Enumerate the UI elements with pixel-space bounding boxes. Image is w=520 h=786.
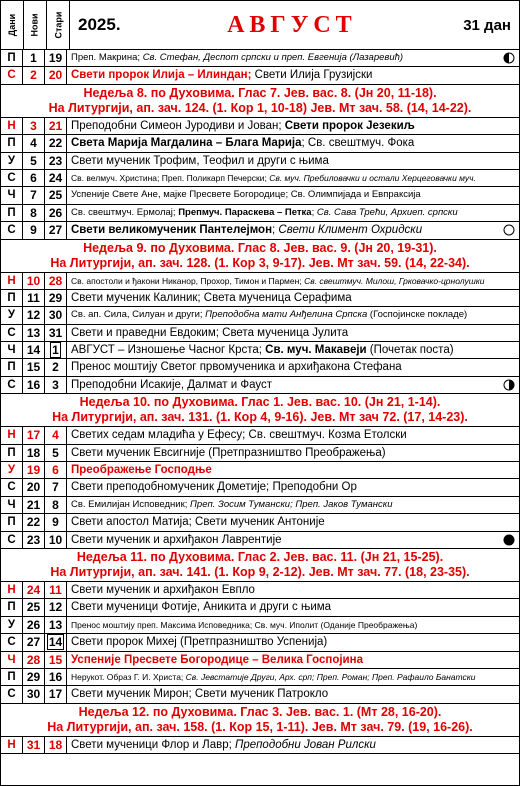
saint-name: Свети мученик и архиђакон Евпло [71,583,255,596]
calendar-row [1,427,519,444]
saint-name: Свети мученик Мирон; Свети мученик Патрокло [71,688,329,701]
old-date-cell: 9 [45,514,67,530]
saint-name: Свети мученик Евсигније (Претпразништво Преображења) [71,446,386,459]
old-date-cell: 12 [45,599,67,615]
saints-text [67,135,519,151]
old-date-cell: 27 [45,222,67,238]
new-date-cell: 18 [23,445,45,461]
weekday-cell: П [1,669,23,685]
calendar-row [1,617,519,634]
saint-name: Успеније Свете Ане, мајке Пресвете Богородице; Св. Олимпијада и Евпраксија [71,189,421,201]
new-date-cell: 8 [23,205,45,221]
new-date-cell: 17 [23,427,45,443]
saint-name: ; [272,224,279,237]
saint-name: Преподобни Јован Рилски [234,738,376,751]
liturgy-reading-line: На Литургији, ап. зач. 124. (1. Кор 1, 10-18) Јев. Мт зач. 58. (14, 14-22). [48,100,472,115]
days-count: 31 дан [463,16,511,34]
old-date-cell: 3 [45,377,67,393]
new-date-cell: 13 [23,325,45,341]
calendar-row [1,205,519,222]
week-reading-line: Недеља 8. по Духовима. Глас 7. Јев. вас. 8. (Јн 20, 11-18). [83,85,437,100]
saints-text [67,50,499,66]
old-date-cell: 19 [45,50,67,66]
saints-text [67,599,519,615]
weekday-cell: У [1,462,23,478]
saints-text [67,634,519,650]
saints-text [67,273,519,289]
calendar-row [1,652,519,669]
saints-text [67,479,519,495]
saint-name: Св. ап. Сила, Силуан и други; [71,309,206,321]
calendar-row [1,307,519,324]
week-header [1,240,519,273]
saints-text [67,445,519,461]
saint-name: Пренос моштију Светог првомученика и архиђакона Стефана [71,361,402,374]
calendar-row [1,359,519,376]
calendar-row [1,135,519,152]
new-date-cell: 11 [23,290,45,306]
calendar-row [1,153,519,170]
old-date-cell: 16 [45,669,67,685]
new-date-cell: 28 [23,652,45,668]
new-date-cell: 23 [23,532,45,548]
calendar-row [1,582,519,599]
saint-name: Св. муч. Макавеји [265,344,367,357]
saints-text [67,67,519,83]
saint-name: Светих седам младића у Ефесу; Св. свештмуч. Козма Етолски [71,429,407,442]
weekday-cell: Ч [1,497,23,513]
old-date-cell [45,342,67,358]
old-date-cell: 24 [45,170,67,186]
old-date-cell: 15 [45,652,67,668]
saints-text [67,153,519,169]
new-date-cell: 3 [23,118,45,134]
new-date-cell: 15 [23,359,45,375]
saints-text [67,462,519,478]
calendar-row [1,50,519,67]
saint-name: Нерукот. Образ Г. И. Христа; [71,671,186,682]
saints-text [67,514,519,530]
new-date-cell: 21 [23,497,45,513]
saints-text [67,686,519,702]
new-date-cell: 14 [23,342,45,358]
weekday-cell: Н [1,582,23,598]
saint-name: Преп. Зосим Тумански; Преп. Јаков Тумански [190,498,393,510]
new-date-cell: 19 [23,462,45,478]
calendar-row [1,118,519,135]
new-date-cell: 12 [23,307,45,323]
weekday-cell: П [1,290,23,306]
new-date-cell: 5 [23,153,45,169]
liturgy-reading-line: На Литургији, ап. зач. 128. (1. Кор 3, 9-17). Јев. Мт зач. 59. (14, 22-34). [50,255,470,270]
saints-text [67,290,519,306]
calendar-row [1,273,519,290]
saint-name: Свети мученици Флор и Лавр; [71,738,235,751]
old-date-cell: 31 [45,325,67,341]
calendar-row [1,377,519,394]
calendar-row [1,634,519,651]
new-date-cell: 22 [23,514,45,530]
saints-text [67,187,519,203]
saint-name: Преподобни Исакије, Далмат и Фауст [71,378,272,391]
calendar-row [1,514,519,531]
new-date-cell: 20 [23,479,45,495]
calendar-row [1,67,519,84]
calendar-row [1,445,519,462]
saint-name: Успеније Пресвете Богородице – Велика Госпојина [71,653,363,666]
year-label: 2025. [78,15,121,34]
weekday-cell: Н [1,273,23,289]
calendar-row [1,686,519,703]
saint-name: АВГУСТ – Изношење Часног Крста; [71,344,266,357]
saints-text [67,652,519,668]
week-reading-line: Недеља 9. по Духовима. Глас 8. Јев. вас. 9. (Јн 20, 19-31). [83,240,437,255]
column-header-days: Дани [1,1,24,49]
saints-text [67,582,519,598]
saints-text [67,377,499,393]
old-date-cell: 2 [45,359,67,375]
saint-name: Препмуч. Параскева – Петка [178,206,312,218]
weekday-cell: Н [1,737,23,753]
saints-text [67,307,519,323]
week-header [1,85,519,118]
calendar-row [1,497,519,514]
saint-name: Свети Климент Охридски [278,224,423,237]
old-date-cell [45,634,67,650]
saint-name: Св. свештмуч. Ермолај; [71,206,179,218]
saint-name: Свети пророк Језекиљ [284,119,415,132]
saint-name: Св. Сава Трећи, Архиеп. српски [316,206,458,218]
weekday-cell: С [1,634,23,650]
saint-name: (Госпојинске покладе) [367,309,468,321]
saint-name: ; Св. свештмуч. Фока [301,137,415,150]
new-date-cell: 2 [23,67,45,83]
new-date-cell: 29 [23,669,45,685]
old-date-cell: 8 [45,497,67,513]
weekday-cell: П [1,445,23,461]
week-reading-line: Недеља 11. по Духовима. Глас 2. Јев. вас. 11. (Јн 21, 15-25). [76,549,444,564]
old-date-cell: 28 [45,273,67,289]
saint-name: Св. муч. Пребиловачки и остали Херцеговачки муч. [269,172,476,183]
new-date-cell: 6 [23,170,45,186]
new-date-cell: 1 [23,50,45,66]
weekday-cell: П [1,135,23,151]
calendar-row [1,170,519,187]
liturgy-reading-line: На Литургији, ап. зач. 141. (1. Кор 9, 2-12). Јев. Мт зач. 77. (18, 23-35). [50,564,470,579]
saint-name: Преображење Господње [71,464,212,477]
saint-name: Свети мученици Фотије, Аникита и други с њима [71,601,332,614]
weekday-cell: П [1,514,23,530]
saint-name: Преподобни Симеон Јуродиви и Јован; [71,119,285,132]
new-date-cell: 30 [23,686,45,702]
old-date-cell: 5 [45,445,67,461]
old-date-cell: 25 [45,187,67,203]
week-header [1,549,519,582]
saint-name: Свети мученик и архиђакон Лаврентије [71,533,282,546]
weekday-cell: Ч [1,187,23,203]
old-date-cell: 4 [45,427,67,443]
old-date-cell: 10 [45,532,67,548]
old-date-cell: 7 [45,479,67,495]
saints-text [67,669,519,685]
calendar-row [1,290,519,307]
old-date-cell: 17 [45,686,67,702]
old-date-cell: 29 [45,290,67,306]
weekday-cell: У [1,153,23,169]
saints-text [67,222,499,238]
old-date-value: 14 [48,635,63,650]
saint-name: Свети великомученик Пантелејмон [71,224,273,237]
week-header [1,704,519,737]
old-date-cell: 11 [45,582,67,598]
column-header-old: Стари [47,1,70,49]
old-date-value: 1 [52,343,59,358]
old-date-cell: 18 [45,737,67,753]
old-date-cell: 20 [45,67,67,83]
calendar-row [1,222,519,239]
title-bar [70,1,519,49]
calendar-row [1,187,519,204]
weekday-cell: У [1,307,23,323]
weekday-cell: С [1,170,23,186]
saint-name: ; [311,206,317,218]
new-date-cell: 27 [23,634,45,650]
weekday-cell: П [1,359,23,375]
saint-name: Св. апостоли и ђакони Никанор, Прохор, Тимон и Пармен; [71,275,305,286]
old-date-cell: 26 [45,205,67,221]
new-date-cell: 9 [23,222,45,238]
new-date-cell: 24 [23,582,45,598]
weekday-cell: С [1,479,23,495]
saints-text [67,532,499,548]
weekday-cell: С [1,686,23,702]
saint-name: Св. Јевстатије Други, Арх. срп; Преп. Роман; Преп. Рафаило Банатски [185,671,476,682]
moon-new-icon [499,532,519,548]
liturgy-reading-line: На Литургији, ап. зач. 131. (1. Кор 4, 9-16). Јев. Мт зач 72. (17, 14-23). [52,410,468,425]
old-date-cell: 21 [45,118,67,134]
calendar-row [1,532,519,549]
saint-name: Свети мученик Трофим, Теофил и други с њима [71,154,329,167]
calendar-row [1,462,519,479]
calendar-row [1,737,519,754]
new-date-cell: 16 [23,377,45,393]
saint-name: Свети преподобномученик Дометије; Преподобни Ор [71,481,357,494]
moon-first-quarter-icon [499,50,519,66]
saint-name: Св. Емилијан Исповедник; [71,498,191,510]
weekday-cell: П [1,50,23,66]
new-date-cell: 7 [23,187,45,203]
saint-name: Свети Илија Грузијски [254,69,373,82]
calendar-row [1,325,519,342]
saint-name: Преподобна мати Анђелина Српска [205,309,368,321]
saints-text [67,118,519,134]
old-date-cell: 6 [45,462,67,478]
calendar-row [1,342,519,359]
new-date-cell: 26 [23,617,45,633]
calendar-body [1,50,519,754]
weekday-cell: С [1,532,23,548]
saints-text [67,325,519,341]
calendar-row [1,669,519,686]
new-date-cell: 31 [23,737,45,753]
month-title: АВГУСТ [227,11,357,38]
saints-text [67,427,519,443]
moon-full-icon [499,222,519,238]
saint-name: Свети пророк Илија – Илиндан; [71,69,255,82]
moon-last-quarter-icon [499,377,519,393]
weekday-cell: У [1,617,23,633]
saints-text [67,617,519,633]
saints-text [67,737,519,753]
liturgy-reading-line: На Литургији, ап. зач. 158. (1. Кор 15, 1-11). Јев. Мт зач. 79. (19, 16-26). [47,719,473,734]
week-header [1,394,519,427]
new-date-cell: 25 [23,599,45,615]
saint-name: Св. велмуч. Христина; Преп. Поликарп Печерски; [71,172,270,183]
saints-text [67,170,519,186]
calendar-header [1,1,519,50]
saint-name: Пренос моштију преп. Максима Исповедника; Св. муч. Иполит (Оданије Преображења) [71,619,418,630]
weekday-cell: П [1,205,23,221]
old-date-cell: 23 [45,153,67,169]
week-reading-line: Недеља 12. по Духовима. Глас 3. Јев. вас. 1. (Мт 28, 16-20). [78,704,442,719]
saints-text [67,497,519,513]
calendar-row [1,479,519,496]
column-header-new: Нови [24,1,47,49]
saint-name: Свети и праведни Евдоким; Света мученица Јулита [71,326,349,339]
saint-name: Св. свештмуч. Милош, Грковачко-црнолушки [304,275,485,286]
saint-name: Преп. Макрина; [71,52,143,63]
weekday-cell: Ч [1,342,23,358]
new-date-cell: 10 [23,273,45,289]
saint-name: Св. Стефан, Деспот српски и преп. Евгенија (Лазаревић) [142,52,404,63]
weekday-cell: П [1,599,23,615]
saints-text [67,342,519,358]
saint-name: Свети мученик Калиник; Света мученица Серафима [71,291,352,304]
old-date-cell: 22 [45,135,67,151]
new-date-cell: 4 [23,135,45,151]
weekday-cell: Н [1,427,23,443]
old-date-cell: 30 [45,307,67,323]
saints-text [67,205,519,221]
saint-name: Свети апостол Матија; Свети мученик Антоније [71,516,325,529]
weekday-cell: Ч [1,652,23,668]
old-date-cell: 13 [45,617,67,633]
saints-text [67,359,519,375]
weekday-cell: С [1,325,23,341]
weekday-cell: С [1,67,23,83]
saint-name: Свети пророк Михеј (Претпразништво Успенија) [71,636,328,649]
calendar-row [1,599,519,616]
saint-name: Света Марија Магдалина – Блага Марија [71,137,302,150]
weekday-cell: С [1,377,23,393]
weekday-cell: С [1,222,23,238]
saint-name: (Почетак поста) [366,344,454,357]
weekday-cell: Н [1,118,23,134]
week-reading-line: Недеља 10. по Духовима. Глас 1. Јев. вас. 10. (Јн 21, 1-14). [79,395,441,410]
